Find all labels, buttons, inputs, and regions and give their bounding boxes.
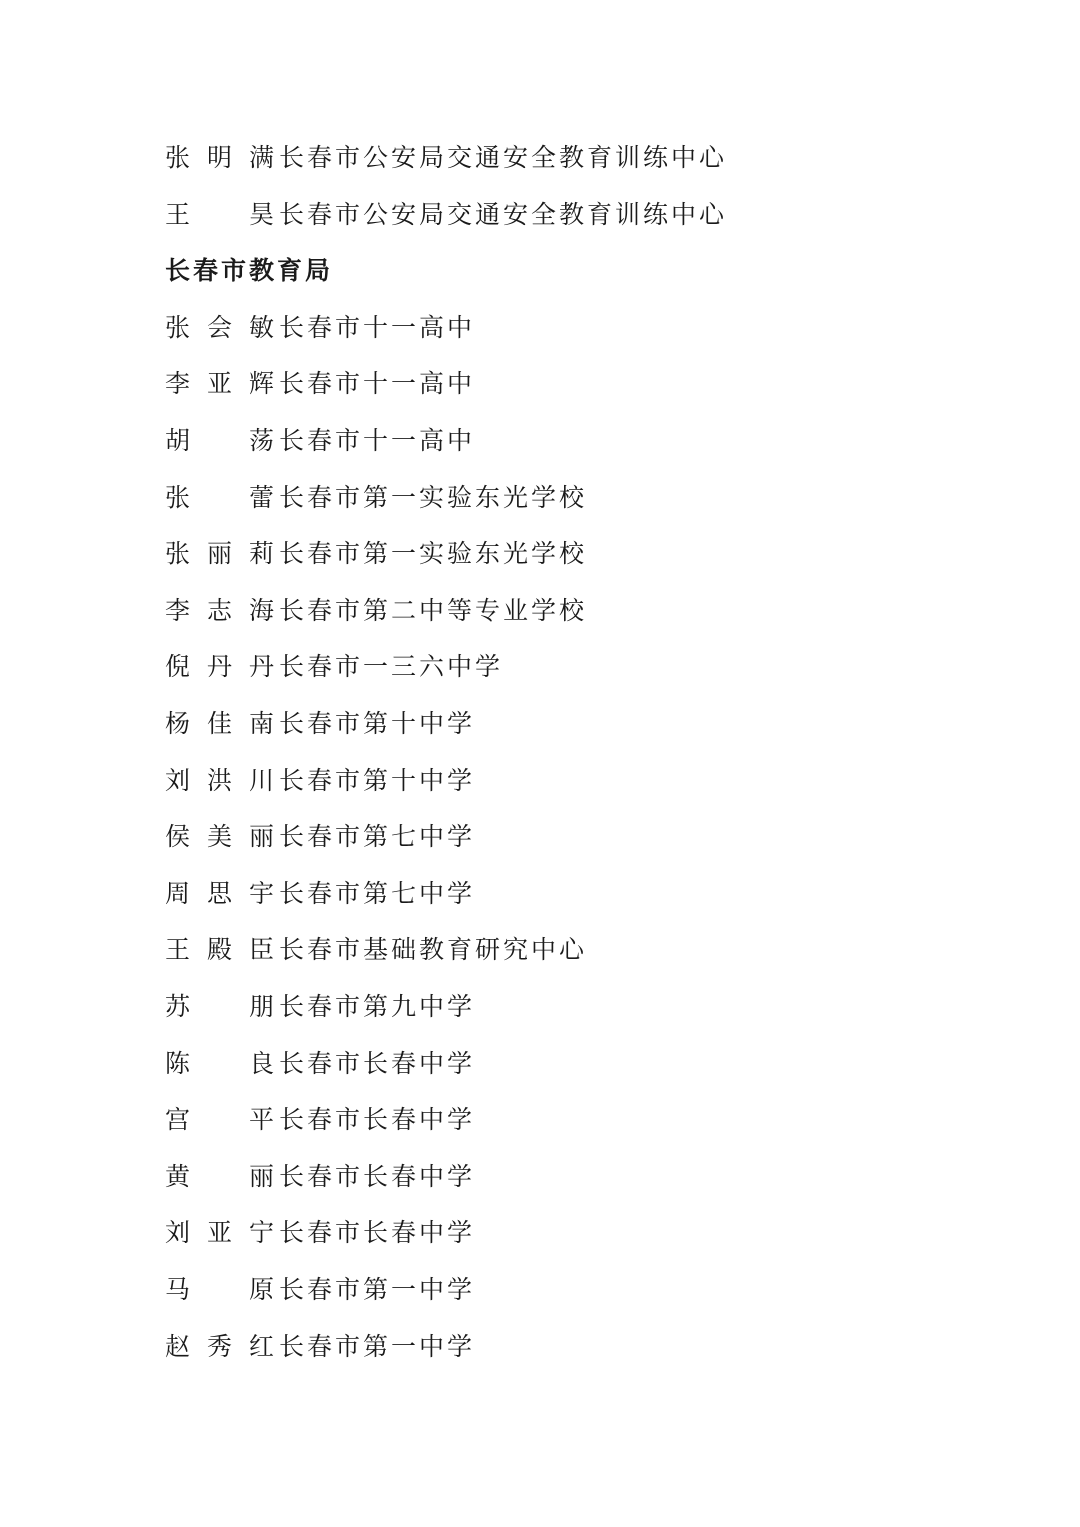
person-name: 侯 美 丽 [165, 822, 277, 852]
person-name: 张 会 敏 [165, 312, 277, 342]
organization-name: 长春市长春中学 [279, 1218, 476, 1248]
person-name: 刘 洪 川 [165, 765, 277, 795]
person-name: 杨 佳 南 [165, 709, 277, 738]
person-name: 李 亚 辉 [165, 369, 277, 399]
person-name: 胡 荡 [165, 426, 277, 455]
organization-name: 长春市长春中学 [279, 1161, 476, 1191]
person-name: 张 丽 莉 [165, 539, 277, 569]
organization-name: 长春市一三六中学 [279, 652, 504, 682]
person-name: 张 明 满 [165, 143, 277, 172]
organization-name: 长春市十一高中 [279, 426, 476, 455]
person-name: 苏 朋 [165, 992, 277, 1021]
person-name: 倪 丹 丹 [165, 652, 277, 682]
organization-name: 长春市第七中学 [279, 878, 476, 908]
organization-name: 长春市第十中学 [279, 709, 476, 738]
organization-name: 长春市长春中学 [279, 1105, 476, 1135]
organization-name: 长春市第一中学 [279, 1275, 476, 1304]
person-name: 刘 亚 宁 [165, 1218, 277, 1248]
organization-name: 长春市长春中学 [279, 1048, 476, 1078]
person-name: 黄 丽 [165, 1161, 277, 1191]
organization-name: 长春市第七中学 [279, 822, 476, 852]
organization-name: 长春市十一高中 [279, 369, 476, 399]
person-name: 周 思 宇 [165, 878, 277, 908]
organization-name: 长春市第一实验东光学校 [279, 539, 588, 569]
organization-name: 长春市公安局交通安全教育训练中心 [279, 199, 728, 229]
organization-name: 长春市第一实验东光学校 [279, 482, 588, 512]
person-name: 王 殿 臣 [165, 935, 277, 965]
person-name: 陈 良 [165, 1048, 277, 1078]
organization-name: 长春市第二中等专业学校 [279, 595, 588, 625]
organization-name: 长春市第九中学 [279, 992, 476, 1021]
person-name: 王 昊 [165, 199, 277, 229]
person-name: 赵 秀 红 [165, 1331, 277, 1361]
organization-name: 长春市第一中学 [279, 1331, 476, 1361]
organization-name: 长春市第十中学 [279, 765, 476, 795]
organization-name: 长春市基础教育研究中心 [279, 935, 588, 965]
organization-name: 长春市十一高中 [279, 312, 476, 342]
person-name: 马 原 [165, 1275, 277, 1304]
person-name: 宫 平 [165, 1105, 277, 1135]
organization-name: 长春市公安局交通安全教育训练中心 [279, 143, 728, 172]
person-name: 李 志 海 [165, 595, 277, 625]
person-name: 张 蕾 [165, 482, 277, 512]
section-heading: 长春市教育局 [165, 256, 334, 286]
